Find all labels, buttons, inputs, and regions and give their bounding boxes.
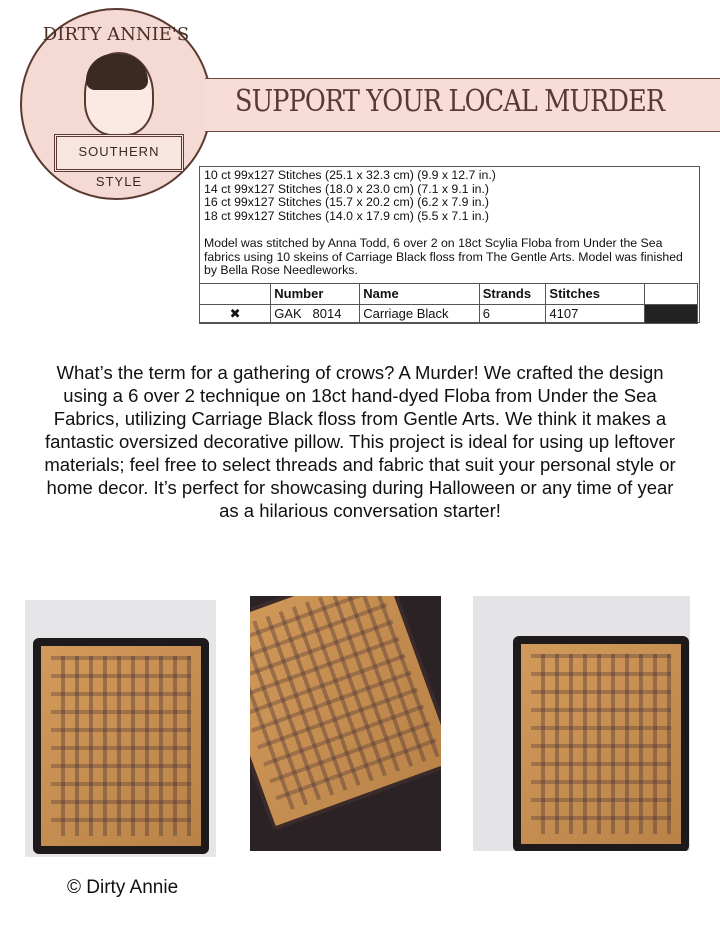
logo-plaque: SOUTHERN STYLE: [54, 134, 184, 172]
table-header-row: [200, 284, 698, 305]
floss-table: [199, 283, 698, 324]
pillow-image: [250, 596, 441, 831]
col-strands: Strands: [479, 284, 546, 305]
description: What’s the term for a gathering of crows? A Murder! We crafted the design using a 6 over 2 technique on 18ct hand-dyed Floba from Under the Sea Fabrics, utilizing Carriage Black floss from Gentle Arts. We think it makes a fantastic oversized decorative pillow. This project is ideal for using up leftover materials; feel free to select threads and fabric that suit your personal style or home decor. It’s perfect for showcasing during Halloween or any time of year as a hilarious conversation starter!: [44, 362, 676, 521]
brand-logo: [20, 8, 212, 200]
copyright: © Dirty Annie: [67, 877, 179, 898]
col-swatch: [645, 284, 698, 305]
floss-symbol: ✖: [200, 305, 271, 324]
size-line: 14 ct 99x127 Stitches (18.0 x 23.0 cm) (7.1 x 9.1 in.): [204, 181, 490, 196]
photo-pillow-front: [25, 600, 216, 857]
photo-pillow-angle: [250, 596, 441, 851]
col-number: Number: [271, 284, 360, 305]
floss-stitches: 4107: [546, 305, 645, 324]
pillow-image: [513, 636, 689, 851]
col-stitches: Stitches: [546, 284, 645, 305]
model-note: Model was stitched by Anna Todd, 6 over 2 on 18ct Scylia Floba from Under the Sea fabrics using 10 skeins of Carriage Black floss from The Gentle Arts. Model was finished by Bella Rose Needleworks.: [204, 236, 683, 277]
floss-number: GAK 8014: [271, 305, 360, 324]
size-line: 16 ct 99x127 Stitches (15.7 x 20.2 cm) (6.2 x 7.9 in.): [204, 195, 490, 209]
floss-color-swatch: [645, 305, 698, 324]
pillow-image: [33, 638, 209, 854]
col-symbol: [200, 284, 271, 305]
photo-pillow-side: [473, 596, 690, 851]
size-line: 18 ct 99x127 Stitches (14.0 x 17.9 cm) (5.5 x 7.1 in.): [204, 208, 490, 223]
pattern-info-box: [199, 166, 700, 323]
pattern-title: SUPPORT YOUR LOCAL MURDER: [235, 84, 665, 119]
size-line: 10 ct 99x127 Stitches (25.1 x 32.3 cm) (9.9 x 12.7 in.): [204, 168, 496, 182]
floss-strands: 6: [479, 305, 546, 324]
table-row: [200, 305, 698, 324]
size-list: [204, 169, 496, 223]
floss-name: Carriage Black: [360, 305, 479, 324]
logo-brand-name: DIRTY ANNIE'S: [42, 24, 190, 45]
col-name: Name: [360, 284, 479, 305]
